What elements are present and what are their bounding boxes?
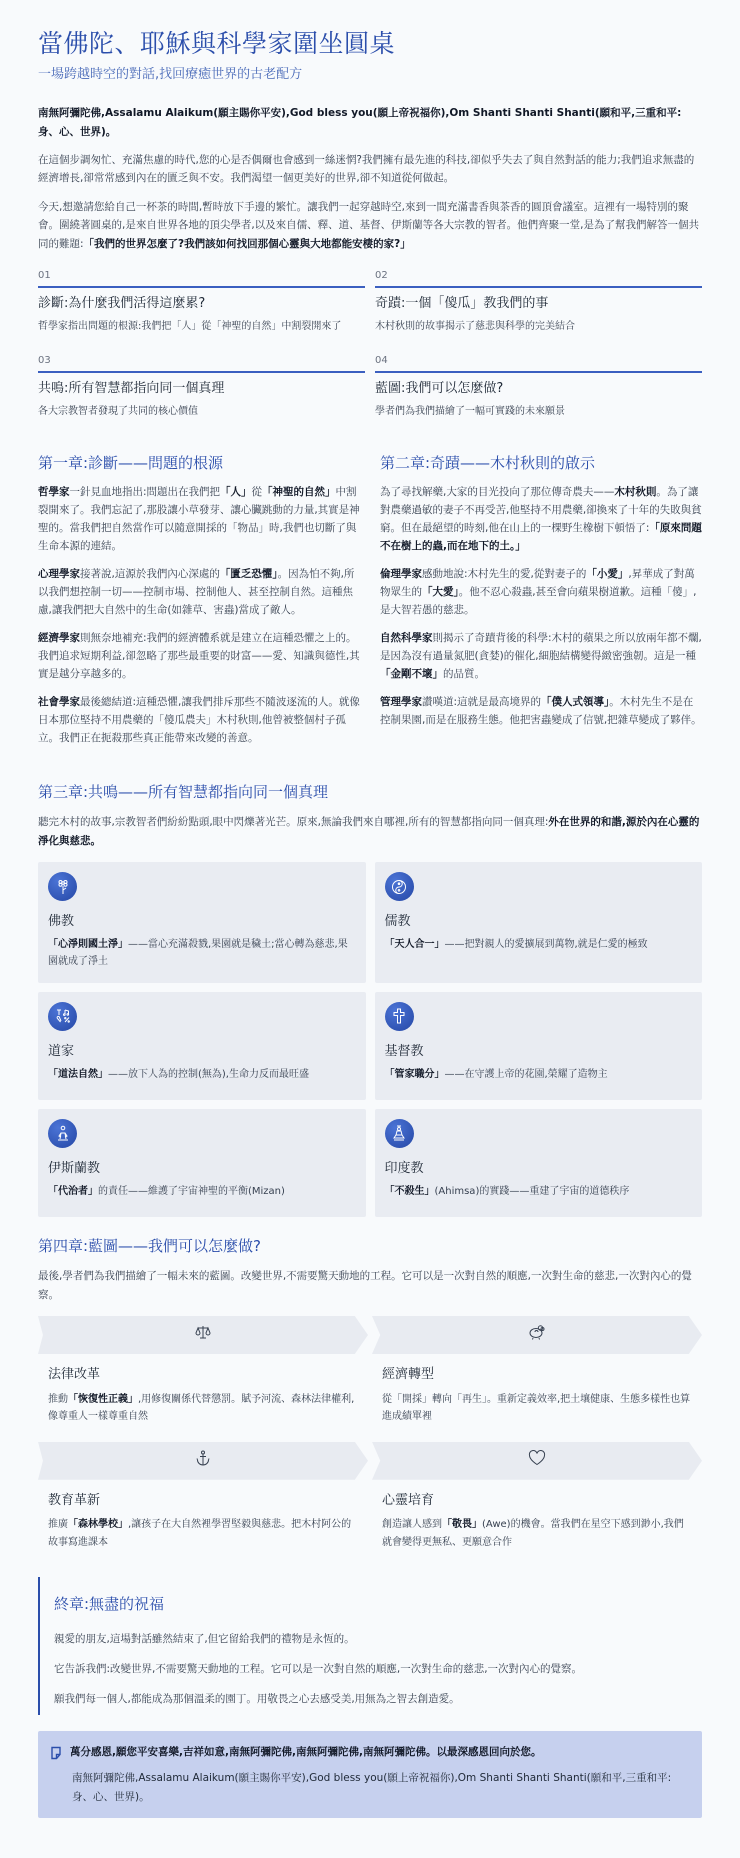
blueprint-arrow: [372, 1442, 702, 1480]
chapter-2-paragraph: [380, 565, 702, 619]
emphasis: 「小愛」: [586, 567, 629, 580]
emphasis: 「恢復性正義」: [68, 1393, 138, 1405]
blessing-text: 南無阿彌陀佛,Assalamu Alaikum(願主賜你平安),God bless you(願上帝祝福你),Om Shanti Shanti Shanti(願和平,三重和平:身、心、世界)。: [72, 1772, 672, 1803]
blueprint-body: [372, 1354, 702, 1432]
toc-title: 共鳴:所有智慧都指向同一個真理: [38, 381, 225, 397]
speaker: 自然科學家: [380, 631, 433, 644]
text: 為了尋找解藥,大家的目光投向了那位傳奇農夫——: [380, 485, 615, 498]
chapter-2-paragraph: [380, 629, 702, 683]
emphasis: 「森林學校」: [68, 1519, 128, 1531]
blueprint-title: 經濟轉型: [382, 1366, 435, 1382]
epilogue-paragraph: 它告訴我們:改變世界,不需要驚天動地的工程。它可以是一次對自然的順應,一次對生命的慈悲,一次對內心的覺察。: [54, 1663, 583, 1676]
religion-cards: [38, 862, 702, 1217]
text: 讚嘆道:這就是最高境界的: [422, 696, 542, 709]
chapter-1-heading: 第一章:診斷——問題的根源: [38, 454, 224, 473]
blueprint-item-spirit: [372, 1442, 702, 1558]
emphasis: 「敬畏」: [442, 1519, 482, 1531]
text: 。他不忍心殺蟲,甚至會向蘋果樹道歉。這種「傻」,是大智若愚的慈悲。: [380, 585, 697, 616]
text: 的品質。: [443, 668, 485, 681]
blueprint-body: [372, 1480, 702, 1558]
blueprint-arrow: [38, 1442, 368, 1480]
text: (Ahimsa)的實踐——重建了宇宙的道德秩序: [434, 1185, 630, 1197]
card-title: 儒教: [384, 914, 411, 930]
text: 推廣: [48, 1519, 68, 1531]
religion-card-taoism: [38, 992, 366, 1100]
speaker: 哲學家: [38, 485, 70, 498]
card-desc: [48, 1183, 356, 1201]
piggy-bank-icon: [528, 1324, 546, 1346]
toc-desc: 學者們為我們描繪了一幅可實踐的未來願景: [375, 405, 565, 417]
blueprint-arrow: [372, 1316, 702, 1354]
blueprint-body: [38, 1480, 368, 1558]
text: 創造讓人感到: [382, 1519, 442, 1531]
chapter-4: [38, 1233, 702, 1558]
emphasis: 「金剛不壞」: [380, 668, 443, 681]
chapter-2-heading: 第二章:奇蹟——木村秋則的啟示: [380, 454, 596, 473]
chapter-1-paragraph: [38, 483, 360, 555]
note-icon: [50, 1746, 62, 1760]
intro: [38, 151, 702, 253]
scales-icon: [195, 1324, 211, 1346]
text: 一針見血地指出:問題出在我們把: [69, 485, 221, 498]
speaker: 經濟學家: [38, 631, 80, 644]
quote: 「道法自然」: [48, 1068, 108, 1080]
yin-yang-icon: [385, 872, 414, 901]
text: 。木村先生不是在控制果園,而是在服務生態。他把害蟲變成了信號,把雜草變成了夥伴。: [380, 696, 702, 727]
toc-number: 01: [38, 267, 365, 289]
text: ——放下人為的控制(無為),生命力反而最旺盛: [108, 1068, 309, 1080]
card-desc: [385, 1183, 693, 1201]
chapter-1: [38, 450, 360, 757]
blueprint-grid: [38, 1316, 702, 1558]
chapter-4-heading: 第四章:藍圖——我們可以怎麼做?: [38, 1236, 262, 1255]
speaker: 心理學家: [38, 567, 80, 580]
text: 從: [251, 485, 263, 498]
toc-item-03[interactable]: [38, 352, 365, 421]
card-title: 基督教: [384, 1043, 424, 1059]
emphasis: 「匱乏恐懼」: [219, 567, 278, 580]
heart-icon: [528, 1450, 546, 1472]
emphasis: 「大愛」: [422, 585, 459, 598]
religion-card-confucianism: [375, 862, 703, 983]
page-subtitle: 一場跨越時空的對話,找回療癒世界的古老配方: [38, 66, 303, 82]
card-desc: [48, 1066, 356, 1084]
blueprint-desc: [382, 1391, 692, 1426]
emphasis: 「神聖的自然」: [262, 485, 336, 498]
text: 。為了讓對農藥過敏的妻子不再受苦,他堅持不用農藥,卻換來了十年的失敗與貧窮。但在最絕望的時刻,他在山上的一棵野生橡樹下頓悟了:: [380, 485, 702, 534]
toc-number: 03: [38, 352, 365, 374]
blueprint-title: 心靈培育: [382, 1492, 435, 1508]
emphasis: 「僕人式領導」: [541, 696, 610, 709]
text: 最後總結道:這種恐懼,讓我們排斥那些不隨波逐流的人。就像日本那位堅持不用農藥的「傻瓜農夫」木村秋則,他曾被整個村子孤立。我們正在扼殺那些真正能帶來改變的善意。: [38, 696, 360, 745]
card-desc: [385, 1066, 693, 1084]
text: ——當心充滿殺戮,果園就是穢土;當心轉為慈悲,果園就成了淨土: [48, 938, 348, 968]
quote: 「不殺生」: [384, 1185, 435, 1197]
blueprint-item-economy: [372, 1316, 702, 1432]
text: 接著說,這源於我們內心深處的: [80, 567, 220, 580]
speaker: 倫理學家: [380, 567, 422, 580]
text: (Awe)的機會。當我們在星空下感到渺小,我們就會變得更無私、更願意合作: [382, 1519, 684, 1548]
greeting: 南無阿彌陀佛,Assalamu Alaikum(願主賜你平安),God bless you(願上帝祝福你),Om Shanti Shanti Shanti(願和平,三重和平:身、心、世界)。: [38, 107, 682, 138]
religion-card-christianity: [375, 992, 703, 1100]
quote: 「心淨則國土淨」: [48, 938, 128, 950]
text: 聽完木村的故事,宗教智者們紛紛點頭,眼中閃爍著光芒。原來,無論我們來自哪裡,所有的智慧都指向同一個真理:: [38, 816, 549, 829]
text: 從「開採」轉向「再生」。重新定義效率,把土壤健康、生態多樣性也算進成績單裡: [382, 1393, 691, 1423]
chapter-2: [380, 450, 702, 757]
blueprint-title: 教育革新: [48, 1492, 101, 1508]
toc-title: 奇蹟:一個「傻瓜」教我們的事: [375, 296, 549, 312]
text: ,讓孩子在大自然裡學習堅毅與慈悲。把木村阿公的故事寫進課本: [48, 1519, 352, 1548]
speaker: 社會學家: [38, 696, 80, 709]
toc-number: 02: [375, 267, 702, 289]
blessing-row: [50, 1743, 690, 1761]
text: 。因為怕不夠,所以我們想控制一切——控制市場、控制他人、甚至控制自然。這種焦慮,讓我們把大自然中的生命(如雜草、害蟲)當成了敵人。: [38, 567, 355, 616]
card-title: 伊斯蘭教: [48, 1160, 101, 1176]
text: ,用修復關係代替懲罰。賦予河流、森林法律權利,像尊重人一樣尊重自然: [48, 1393, 355, 1423]
blueprint-title: 法律改革: [48, 1366, 101, 1382]
chapter-2-paragraph: [380, 483, 702, 555]
blessing-box: [38, 1731, 702, 1818]
blueprint-arrow: [38, 1316, 368, 1354]
emphasis: 木村秋則: [614, 485, 657, 498]
intro-paragraph-2: [38, 198, 702, 253]
lotus-flower-icon: [48, 872, 77, 901]
toc-desc: 各大宗教智者發現了共同的核心價值: [38, 405, 198, 417]
chapter-1-paragraph: [38, 693, 360, 747]
religion-card-islam: [38, 1109, 366, 1217]
toc-number: 04: [375, 352, 702, 374]
chapter-1-paragraph: [38, 565, 360, 619]
epilogue-heading: 終章:無盡的祝福: [54, 1595, 165, 1614]
blessing-thanks: 萬分感恩,願您平安喜樂,吉祥如意,南無阿彌陀佛,南無阿彌陀佛,南無阿彌陀佛。以最深感恩回向於您。: [70, 1745, 542, 1758]
epilogue-paragraph: 親愛的朋友,這場對話雖然結束了,但它留給我們的禮物是永恆的。: [54, 1632, 355, 1645]
epilogue-paragraph: 願我們每一個人,都能成為那個溫柔的園丁。用敬畏之心去感受美,用無為之智去創造愛。: [54, 1693, 460, 1706]
intro-question: 「我們的世界怎麼了?我們該如何找回那個心靈與大地都能安棲的家?」: [83, 237, 411, 250]
text: 推動: [48, 1393, 68, 1405]
page-title: 當佛陀、耶穌與科學家圍坐圓桌: [38, 29, 396, 58]
text: ——把對親人的愛擴展到萬物,就是仁愛的極致: [444, 938, 648, 950]
blueprint-item-law: [38, 1316, 368, 1432]
toc-desc: 哲學家指出問題的根源:我們把「人」從「神聖的自然」中割裂開來了: [38, 321, 342, 333]
blueprint-body: [38, 1354, 368, 1432]
chapter-3-lead: [38, 813, 702, 850]
card-desc: [385, 936, 693, 954]
table-of-contents: [38, 267, 702, 421]
quote: 「天人合一」: [384, 938, 445, 950]
chapter-4-lead: 最後,學者們為我們描繪了一幅未來的藍圖。改變世界,不需要驚天動地的工程。它可以是一次對自然的順應,一次對生命的慈悲,一次對內心的覺察。: [38, 1270, 692, 1301]
text: 則揭示了奇蹟背後的科學:木村的蘋果之所以放兩年都不爛,是因為沒有過量氮肥(貪婪)的催化,細胞結構變得緻密強韌。這是一種: [380, 631, 702, 662]
emphasis: 外在世界的和諧,源於內在心靈的淨化與慈悲。: [38, 816, 700, 847]
text: ——在守護上帝的花園,榮耀了造物主: [444, 1068, 608, 1080]
text: 中割裂開來了。我們忘記了,那股讓小草發芽、讓心臟跳動的力量,其實是神聖的。當我們把自然當作可以隨意開採的「物品」時,我們也切斷了與生命本源的連結。: [38, 485, 360, 552]
epilogue: [38, 1577, 702, 1714]
quote: 「管家職分」: [384, 1068, 445, 1080]
religion-card-hinduism: [375, 1109, 703, 1217]
blueprint-item-education: [38, 1442, 368, 1558]
card-desc: [48, 936, 356, 971]
chapter-3-heading: 第三章:共鳴——所有智慧都指向同一個真理: [38, 783, 329, 802]
chapter-3: [38, 779, 702, 1217]
blueprint-desc: [48, 1391, 358, 1426]
toc-title: 診斷:為什麼我們活得這麼累?: [38, 296, 206, 312]
person-praying-icon: [48, 1119, 77, 1148]
intro-paragraph-1: 在這個步調匆忙、充滿焦慮的時代,您的心是否偶爾也會感到一絲迷惘?我們擁有最先進的科技,卻似乎失去了與自然對話的能力;我們追求無盡的經濟增長,卻常常感到內在的匱乏與不安。我們渴望一個更美好的世界,卻不知道從何做起。: [38, 154, 695, 185]
cross-icon: [385, 1002, 414, 1031]
toc-item-02[interactable]: [375, 267, 702, 336]
chapter-1-paragraph: [38, 629, 360, 683]
emphasis: 「原來問題不在樹上的蟲,而在地下的土。」: [380, 521, 702, 552]
chapters-1-2: [38, 450, 702, 757]
blueprint-desc: [382, 1516, 692, 1551]
anchor-icon: [196, 1450, 210, 1472]
text: 感動地說:木村先生的愛,從對妻子的: [422, 567, 587, 580]
taoism-symbols-icon: [48, 1002, 77, 1031]
toc-item-04[interactable]: [375, 352, 702, 421]
card-title: 印度教: [384, 1160, 424, 1176]
emphasis: 「人」: [220, 485, 252, 498]
religion-card-buddhism: [38, 862, 366, 983]
toc-title: 藍圖:我們可以怎麼做?: [375, 381, 504, 397]
meditation-icon: [385, 1119, 414, 1148]
chapter-2-paragraph: [380, 693, 702, 729]
text: 的責任——維護了宇宙神聖的平衡(Mizan): [98, 1185, 285, 1197]
blueprint-desc: [48, 1516, 358, 1551]
text: 則無奈地補充:我們的經濟體系就是建立在這種恐懼之上的。我們追求短期利益,卻忽略了那些最重要的財富——愛、知識與德性,其實是越分享越多的。: [38, 631, 360, 681]
text: ,昇華成了對萬物眾生的: [380, 567, 695, 598]
card-title: 佛教: [48, 914, 75, 930]
quote: 「代治者」: [48, 1185, 98, 1197]
speaker: 管理學家: [380, 696, 422, 709]
intro-text: 今天,想邀請您給自己一杯茶的時間,暫時放下手邊的繁忙。讓我們一起穿越時空,來到一間充滿書香與茶香的圓頂會議室。這裡有一場特別的聚會。圍繞著圓桌的,是來自世界各地的頂尖學者,以及來自儒、釋、道、基督、伊斯蘭等各大宗教的智者。他們齊聚一堂,是為了幫我們解答一個共同的難題:: [38, 200, 700, 250]
card-title: 道家: [48, 1043, 75, 1059]
toc-item-01[interactable]: [38, 267, 365, 336]
toc-desc: 木村秋則的故事揭示了慈悲與科學的完美結合: [375, 321, 575, 333]
